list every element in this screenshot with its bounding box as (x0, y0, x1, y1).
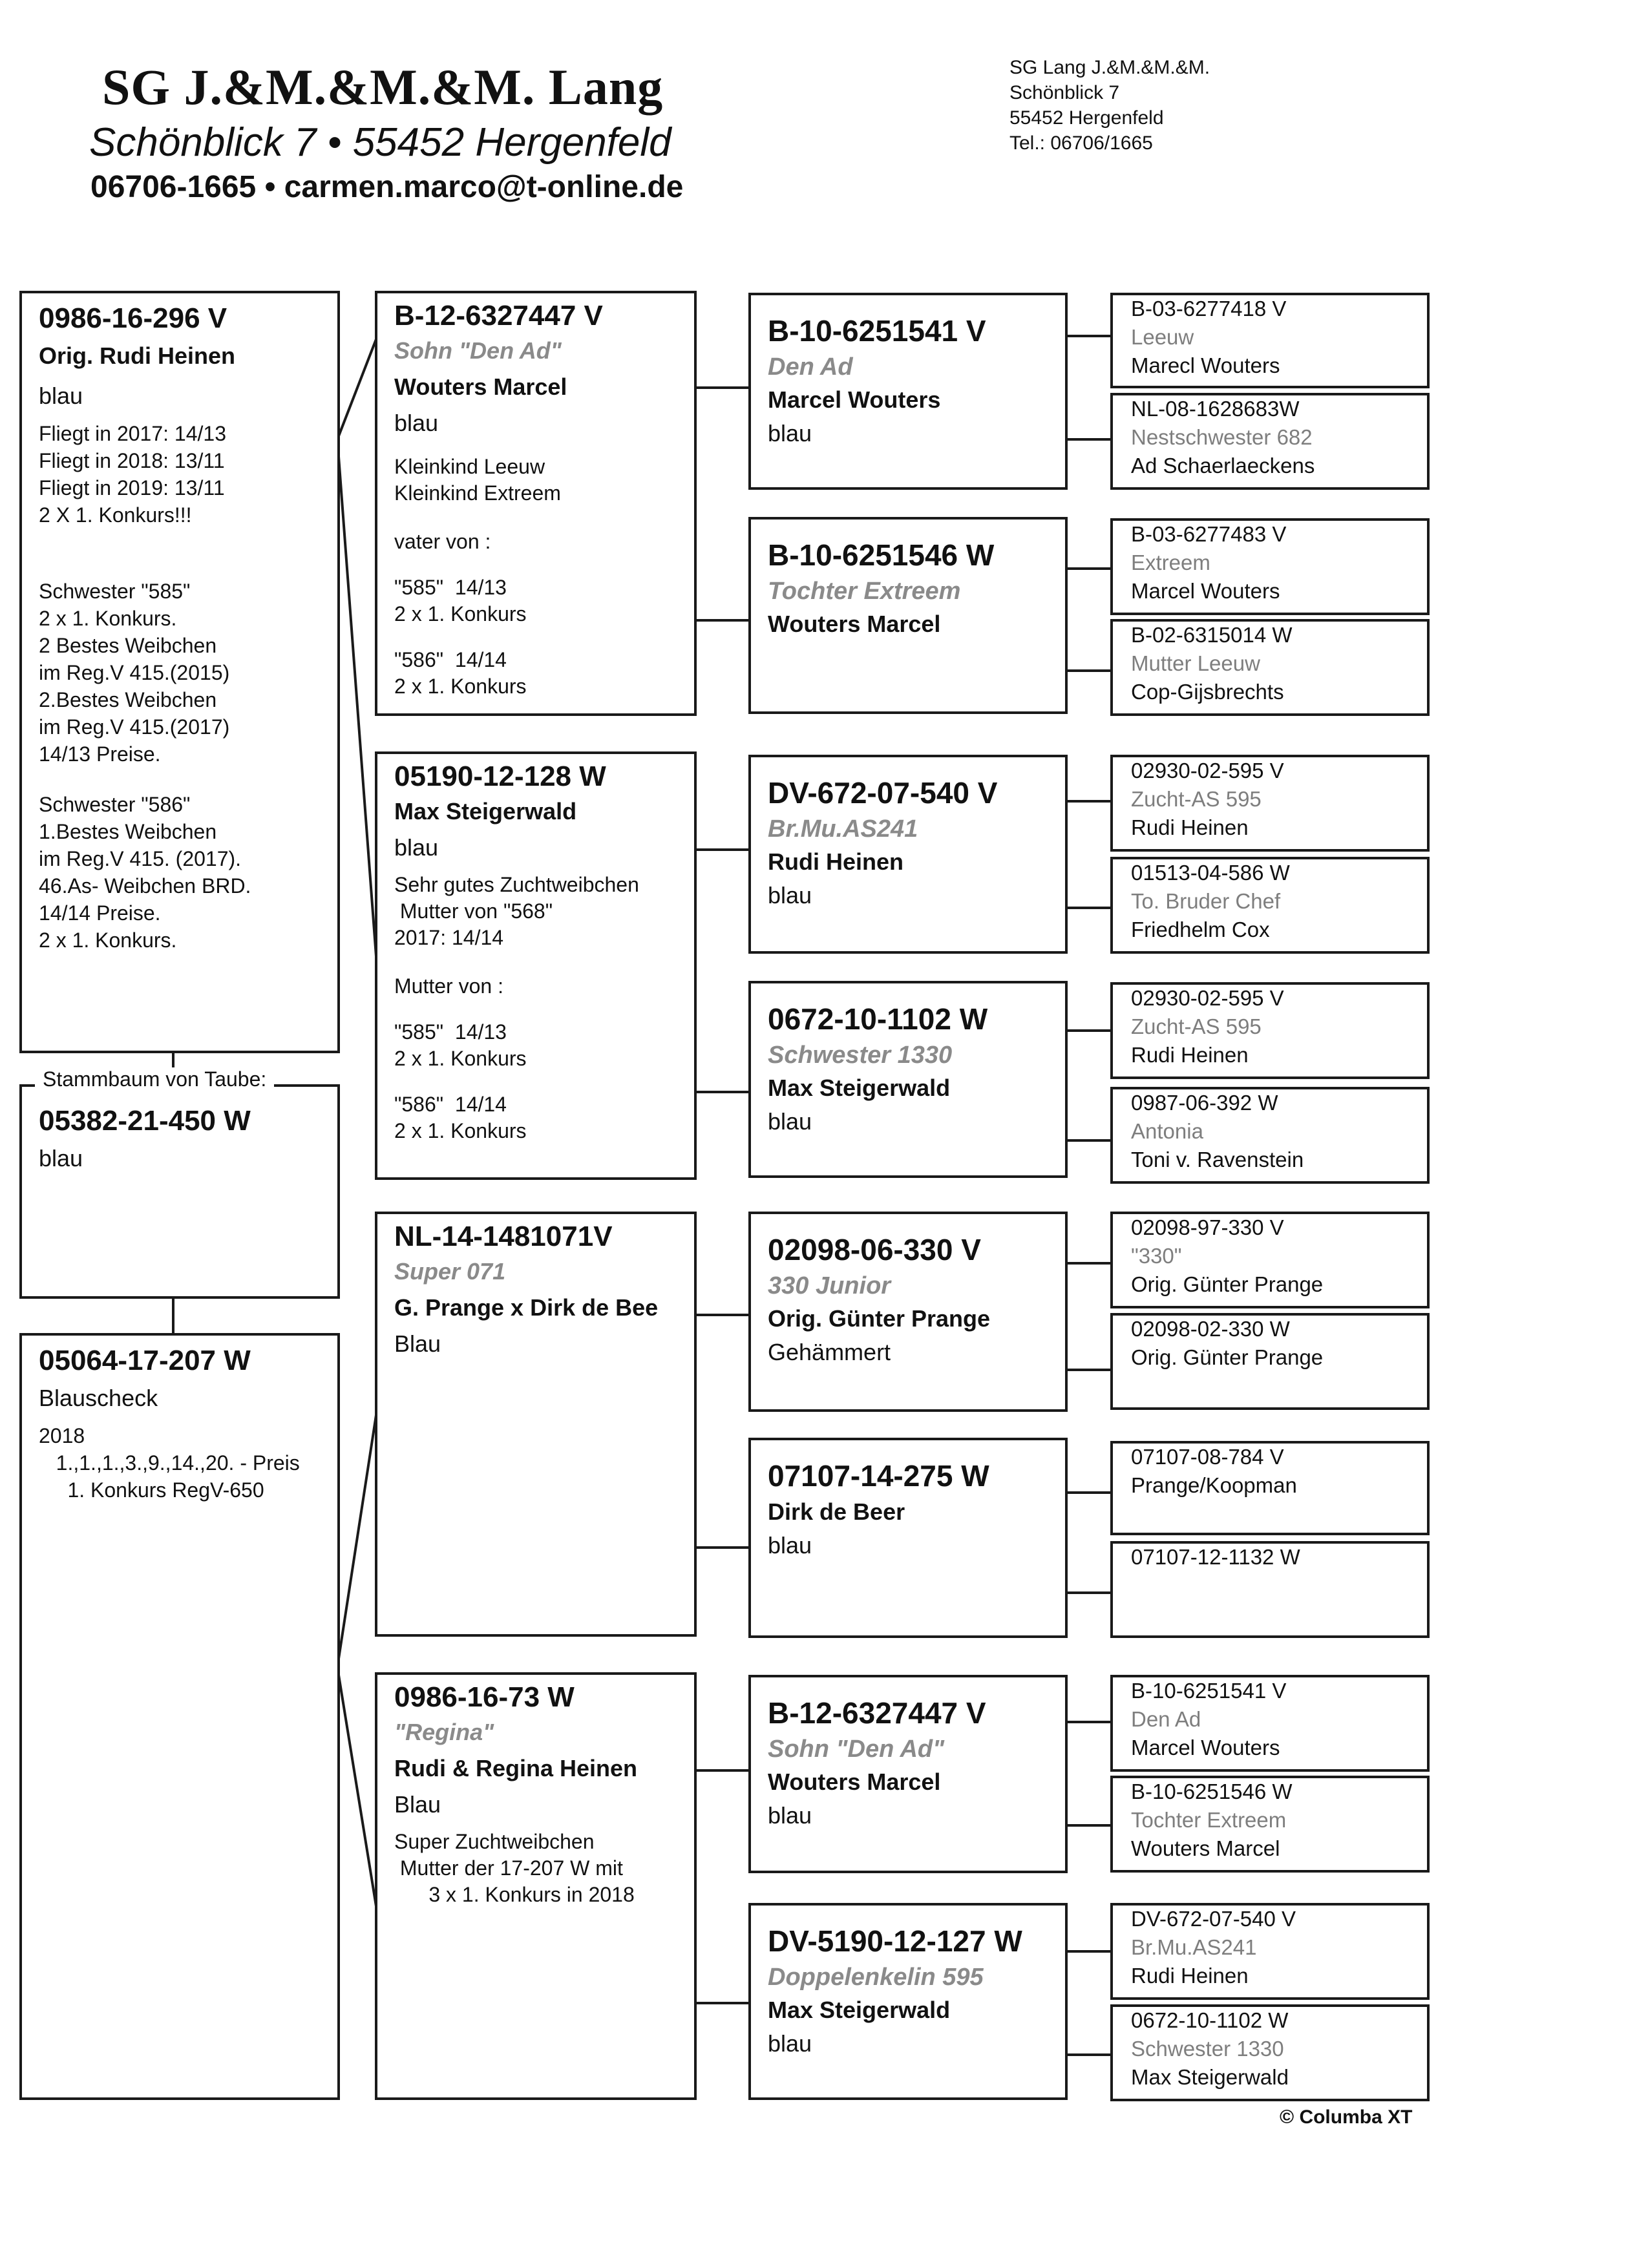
gg-grandparent-box (1110, 1675, 1430, 1772)
pigeon-name: Zucht-AS 595 (1131, 787, 1262, 811)
color: blau (394, 834, 439, 861)
owner: Wouters Marcel (1131, 1836, 1280, 1860)
ring-number: NL-08-1628683W (1131, 397, 1300, 421)
great-grandparent-box (748, 1438, 1068, 1638)
dam-box (19, 1333, 340, 2100)
pigeon-name: Schwester 1330 (1131, 2037, 1284, 2061)
gg-grandparent-box (1110, 1776, 1430, 1873)
subject-ring-number: 05382-21-450 W (39, 1105, 251, 1137)
color: blau (768, 2030, 812, 2057)
owner: Max Steigerwald (768, 1075, 951, 1101)
ring-number: 02098-97-330 V (1131, 1215, 1284, 1239)
color: blau (768, 1108, 812, 1135)
gg-grandparent-box (1110, 2004, 1430, 2101)
ring-number: B-10-6251546 W (1131, 1780, 1293, 1803)
owner: Wouters Marcel (768, 1769, 941, 1795)
ring-number: B-12-6327447 V (768, 1696, 986, 1730)
owner: Rudi Heinen (1131, 1964, 1249, 1988)
ring-number: 01513-04-586 W (1131, 861, 1290, 885)
pigeon-name: Leeuw (1131, 325, 1194, 349)
great-grandparent-box (748, 517, 1068, 714)
owner: Wouters Marcel (394, 373, 567, 400)
owner: Marcel Wouters (1131, 579, 1280, 603)
stamp-line: Tel.: 06706/1665 (1009, 132, 1153, 154)
dam-ring-number: 05064-17-207 W (39, 1345, 251, 1376)
great-grandparent-box (748, 1212, 1068, 1412)
gg-grandparent-box (1110, 518, 1430, 615)
color: blau (768, 882, 812, 908)
gg-grandparent-box (1110, 1212, 1430, 1308)
pigeon-name: Den Ad (1131, 1707, 1201, 1731)
ring-number: 07107-08-784 V (1131, 1445, 1284, 1469)
gg-grandparent-box (1110, 619, 1430, 716)
owner: Max Steigerwald (768, 1997, 951, 2023)
breeder-name: SG J.&M.&M.&M. Lang (102, 59, 664, 115)
note: Sehr gutes Zuchtweibchen Mutter von "568" 2017: 14/14 (394, 873, 639, 949)
owner: Wouters Marcel (768, 611, 941, 637)
owner: Prange/Koopman (1131, 1473, 1297, 1497)
pigeon-name: Tochter Extreem (1131, 1808, 1287, 1832)
color: blau (768, 420, 812, 446)
sire-sibling-585: Schwester "585" 2 x 1. Konkurs. 2 Bestes Weibchen im Reg.V 415.(2015) 2.Bestes Weibchen im Reg.V 415.(2017) 14/13 Preise. (39, 580, 230, 766)
great-grandparent-box (748, 981, 1068, 1178)
breeder-address: Schönblick 7 • 55452 Hergenfeld (89, 120, 671, 165)
note: "586" 14/14 2 x 1. Konkurs (394, 1093, 527, 1142)
stamp-line: 55452 Hergenfeld (1009, 107, 1164, 129)
ring-number: NL-14-1481071V (394, 1221, 613, 1252)
owner: Marcel Wouters (1131, 1736, 1280, 1759)
owner: Rudi Heinen (1131, 1043, 1249, 1067)
gg-grandparent-box (1110, 755, 1430, 852)
owner: Dirk de Beer (768, 1498, 905, 1525)
owner: Rudi & Regina Heinen (394, 1755, 638, 1781)
pigeon-name: To. Bruder Chef (1131, 889, 1281, 913)
note: "586" 14/14 2 x 1. Konkurs (394, 648, 527, 698)
subject-box (19, 1084, 340, 1299)
pigeon-name: Doppelenkelin 595 (768, 1964, 984, 1991)
ring-number: DV-672-07-540 V (1131, 1907, 1296, 1931)
pigeon-name: Sohn "Den Ad" (394, 337, 562, 364)
gg-grandparent-box (1110, 1903, 1430, 2000)
pigeon-name: Sohn "Den Ad" (768, 1736, 945, 1763)
note: Mutter von : (394, 974, 503, 998)
pigeon-name: "330" (1131, 1244, 1182, 1268)
great-grandparent-box (748, 1903, 1068, 2100)
owner: Max Steigerwald (1131, 2065, 1289, 2089)
ring-number: DV-5190-12-127 W (768, 1924, 1022, 1958)
pigeon-name: Extreem (1131, 551, 1210, 574)
owner: Cop-Gijsbrechts (1131, 680, 1284, 704)
owner: Ad Schaerlaeckens (1131, 454, 1315, 478)
pigeon-name: "Regina" (394, 1719, 494, 1745)
great-grandparent-box (748, 1675, 1068, 1873)
color: Blau (394, 1791, 441, 1818)
ring-number: B-03-6277418 V (1131, 297, 1287, 320)
owner: Marecl Wouters (1131, 353, 1280, 377)
copyright-footer: © Columba XT (1280, 2106, 1413, 2128)
note: vater von : (394, 530, 491, 553)
pigeon-name: Nestschwester 682 (1131, 425, 1313, 449)
gg-grandparent-box (1110, 1087, 1430, 1184)
subject-color: blau (39, 1145, 83, 1171)
pigeon-name: 330 Junior (768, 1272, 891, 1299)
gg-grandparent-box (1110, 1441, 1430, 1535)
dam-performance: 2018 1.,1.,1.,3.,9.,14.,20. - Preis 1. Konkurs RegV-650 (39, 1424, 300, 1502)
pigeon-name: Mutter Leeuw (1131, 651, 1260, 675)
ring-number: 02930-02-595 V (1131, 986, 1284, 1010)
color: blau (394, 410, 439, 436)
gg-grandparent-box (1110, 1541, 1430, 1638)
breeder-contact: 06706-1665 • carmen.marco@t-online.de (90, 170, 684, 204)
color: blau (768, 1532, 812, 1559)
pigeon-name: Br.Mu.AS241 (768, 815, 918, 843)
ring-number: DV-672-07-540 V (768, 776, 998, 810)
ring-number: 0987-06-392 W (1131, 1091, 1278, 1115)
grandparent-box (375, 751, 697, 1180)
ring-number: B-12-6327447 V (394, 300, 603, 331)
great-grandparent-box (748, 755, 1068, 954)
gg-grandparent-box (1110, 982, 1430, 1079)
color: Blau (394, 1330, 441, 1357)
owner: G. Prange x Dirk de Bee (394, 1294, 659, 1321)
grandparent-box (375, 291, 697, 716)
ring-number: 02098-02-330 W (1131, 1317, 1290, 1341)
gg-grandparent-box (1110, 1313, 1430, 1410)
dam-color: Blauscheck (39, 1385, 158, 1411)
ring-number: 02098-06-330 V (768, 1233, 981, 1266)
color: Gehämmert (768, 1339, 891, 1365)
stamp-line: SG Lang J.&M.&M.&M. (1009, 57, 1210, 78)
grandparent-box (375, 1212, 697, 1637)
pigeon-name: Br.Mu.AS241 (1131, 1935, 1257, 1959)
ring-number: 07107-14-275 W (768, 1459, 989, 1493)
ring-number: 0986-16-73 W (394, 1681, 575, 1713)
note: Super Zuchtweibchen Mutter der 17-207 W mit 3 x 1. Konkurs in 2018 (394, 1830, 635, 1906)
owner: Orig. Günter Prange (768, 1305, 991, 1332)
stamp-line: Schönblick 7 (1009, 82, 1120, 103)
owner: Toni v. Ravenstein (1131, 1148, 1304, 1171)
owner: Max Steigerwald (394, 798, 577, 824)
subject-label: Stammbaum von Taube: (35, 1067, 274, 1091)
grandparent-box (375, 1672, 697, 2100)
gg-grandparent-box (1110, 393, 1430, 490)
ring-number: 02930-02-595 V (1131, 759, 1284, 782)
ring-number: 07107-12-1132 W (1131, 1545, 1300, 1569)
ring-number: B-02-6315014 W (1131, 623, 1293, 647)
gg-grandparent-box (1110, 857, 1430, 954)
note: Kleinkind Leeuw Kleinkind Extreem (394, 455, 561, 505)
sire-color: blau (39, 383, 83, 409)
sire-sibling-586: Schwester "586" 1.Bestes Weibchen im Reg.V 415. (2017). 46.As- Weibchen BRD. 14/14 Preise. 2 x 1. Konkurs. (39, 793, 251, 952)
ring-number: B-10-6251541 V (1131, 1679, 1287, 1703)
ring-number: B-03-6277483 V (1131, 522, 1287, 546)
owner: Rudi Heinen (768, 848, 904, 875)
owner: Marcel Wouters (768, 386, 941, 413)
ring-number: 0672-10-1102 W (768, 1002, 988, 1036)
note: "585" 14/13 2 x 1. Konkurs (394, 576, 527, 625)
ring-number: 0672-10-1102 W (1131, 2008, 1289, 2032)
pigeon-name: Antonia (1131, 1119, 1203, 1143)
pigeon-name: Schwester 1330 (768, 1042, 953, 1069)
owner: Orig. Günter Prange (1131, 1345, 1324, 1369)
note: "585" 14/13 2 x 1. Konkurs (394, 1020, 527, 1070)
pigeon-name: Tochter Extreem (768, 578, 961, 605)
owner: Orig. Günter Prange (1131, 1272, 1324, 1296)
owner: Friedhelm Cox (1131, 918, 1270, 941)
ring-number: B-10-6251546 W (768, 538, 995, 572)
pigeon-name: Den Ad (768, 353, 853, 381)
pigeon-name: Zucht-AS 595 (1131, 1014, 1262, 1038)
gg-grandparent-box (1110, 293, 1430, 388)
owner: Rudi Heinen (1131, 815, 1249, 839)
sire-performance: Fliegt in 2017: 14/13 Fliegt in 2018: 13/11 Fliegt in 2019: 13/11 2 X 1. Konkurs!!! (39, 422, 226, 527)
great-grandparent-box (748, 293, 1068, 490)
color: blau (768, 1802, 812, 1829)
sire-box (19, 291, 340, 1053)
sire-ring-number: 0986-16-296 V (39, 302, 227, 334)
pigeon-name: Super 071 (394, 1258, 506, 1285)
ring-number: 05190-12-128 W (394, 761, 606, 792)
ring-number: B-10-6251541 V (768, 314, 986, 348)
sire-owner: Orig. Rudi Heinen (39, 342, 236, 369)
